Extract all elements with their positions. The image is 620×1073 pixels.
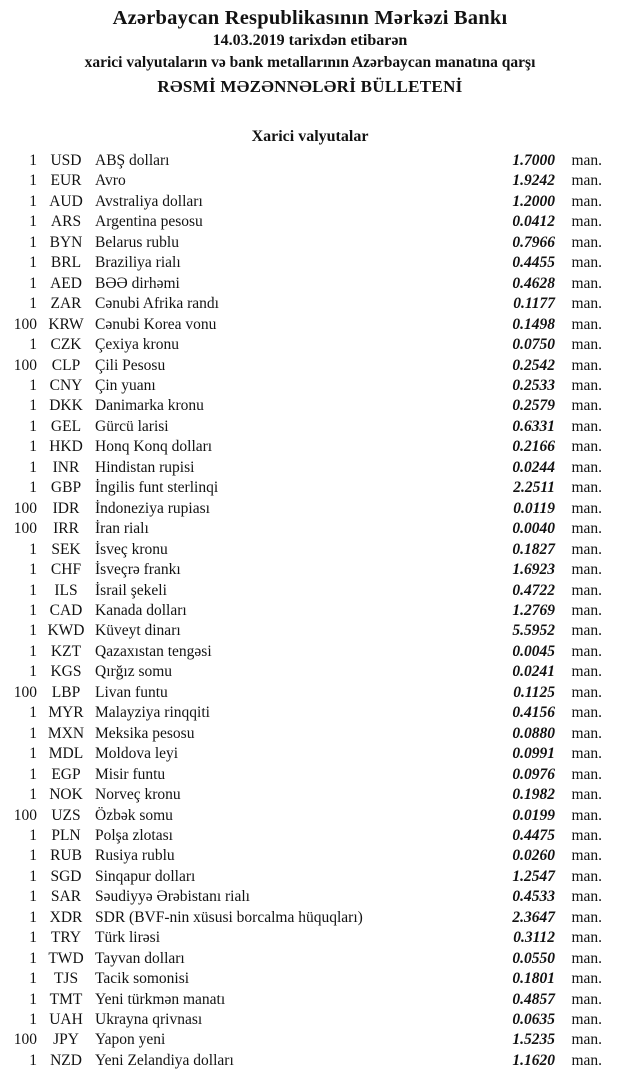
quantity: 1 bbox=[29, 417, 37, 435]
rate-row bbox=[0, 683, 620, 703]
unit-label: man. bbox=[571, 295, 602, 313]
rate-value: 1.2769 bbox=[512, 601, 555, 619]
quantity: 100 bbox=[13, 520, 37, 538]
rates-table bbox=[0, 151, 620, 1071]
quantity: 100 bbox=[13, 806, 37, 824]
rate-row bbox=[0, 928, 620, 948]
unit-label: man. bbox=[571, 642, 602, 660]
currency-code: ILS bbox=[54, 581, 78, 599]
unit-label: man. bbox=[571, 192, 602, 210]
currency-code: TWD bbox=[48, 949, 84, 967]
rate-value: 0.4857 bbox=[512, 990, 555, 1008]
rate-value: 0.0040 bbox=[512, 520, 555, 538]
currency-name: Türk lirəsi bbox=[95, 929, 160, 947]
currency-code: IDR bbox=[52, 499, 80, 517]
quantity: 1 bbox=[29, 438, 37, 456]
rate-row bbox=[0, 785, 620, 805]
rate-row bbox=[0, 417, 620, 437]
rate-value: 0.2166 bbox=[512, 438, 555, 456]
currency-code: INR bbox=[52, 458, 80, 476]
currency-name: Avstraliya dolları bbox=[95, 192, 203, 210]
quantity: 1 bbox=[29, 295, 37, 313]
rate-value: 2.2511 bbox=[513, 479, 555, 497]
rate-row bbox=[0, 642, 620, 662]
rate-value: 2.3647 bbox=[512, 908, 555, 926]
unit-label: man. bbox=[571, 601, 602, 619]
unit-label: man. bbox=[571, 152, 602, 169]
currency-name: Qırğız somu bbox=[95, 663, 173, 681]
rate-row bbox=[0, 171, 620, 191]
quantity: 1 bbox=[29, 949, 37, 967]
quantity: 1 bbox=[29, 274, 37, 292]
quantity: 1 bbox=[29, 601, 37, 619]
unit-label: man. bbox=[571, 1011, 602, 1029]
currency-name: Livan funtu bbox=[95, 683, 168, 701]
rate-row bbox=[0, 581, 620, 601]
quantity: 100 bbox=[13, 315, 37, 333]
rate-row bbox=[0, 662, 620, 682]
unit-label: man. bbox=[571, 806, 602, 824]
currency-code: NOK bbox=[49, 786, 83, 804]
rate-value: 0.1498 bbox=[512, 315, 555, 333]
rate-value: 0.0550 bbox=[512, 949, 555, 967]
currency-code: ZAR bbox=[50, 295, 82, 313]
rate-row bbox=[0, 540, 620, 560]
bulletin-subtitle: xarici valyutaların və bank metallarının Azərbaycan manatına qarşı bbox=[84, 54, 536, 71]
rate-value: 0.1827 bbox=[512, 540, 555, 558]
unit-label: man. bbox=[571, 888, 602, 906]
rate-value: 0.4628 bbox=[512, 274, 555, 292]
unit-label: man. bbox=[571, 683, 602, 701]
rate-row bbox=[0, 192, 620, 212]
currency-name: Misir funtu bbox=[95, 765, 166, 783]
currency-code: MDL bbox=[48, 745, 84, 763]
rate-value: 0.7966 bbox=[512, 233, 555, 251]
rate-value: 0.4475 bbox=[512, 826, 555, 844]
quantity: 1 bbox=[29, 745, 37, 763]
currency-name: Tacik somonisi bbox=[95, 970, 190, 988]
currency-code: SEK bbox=[51, 540, 81, 558]
currency-name: Malayziya rinqqiti bbox=[95, 704, 210, 722]
unit-label: man. bbox=[571, 233, 602, 251]
rate-row bbox=[0, 908, 620, 928]
currency-name: Avro bbox=[95, 172, 126, 190]
unit-label: man. bbox=[571, 540, 602, 558]
currency-code: GEL bbox=[50, 417, 82, 435]
quantity: 100 bbox=[13, 683, 37, 701]
currency-name: Kanada dolları bbox=[95, 601, 187, 619]
rate-row bbox=[0, 458, 620, 478]
rate-row bbox=[0, 744, 620, 764]
quantity: 1 bbox=[29, 724, 37, 742]
quantity: 1 bbox=[29, 990, 37, 1008]
quantity: 1 bbox=[29, 213, 37, 231]
rate-value: 0.4533 bbox=[512, 888, 555, 906]
rate-value: 0.6331 bbox=[512, 417, 555, 435]
currency-name: Polşa zlotası bbox=[95, 826, 173, 844]
quantity: 1 bbox=[29, 786, 37, 804]
section-title-foreign-currencies: Xarici valyutalar bbox=[251, 128, 369, 145]
currency-name: Tayvan dolları bbox=[95, 949, 185, 967]
currency-code: TRY bbox=[50, 929, 82, 947]
currency-code: CLP bbox=[51, 356, 81, 374]
currency-code: IRR bbox=[53, 520, 79, 538]
currency-code: XDR bbox=[49, 908, 83, 926]
rate-value: 0.2542 bbox=[512, 356, 555, 374]
unit-label: man. bbox=[571, 990, 602, 1008]
currency-name: Honq Konq dolları bbox=[95, 438, 213, 456]
unit-label: man. bbox=[571, 970, 602, 988]
quantity: 1 bbox=[29, 867, 37, 885]
currency-name: Rusiya rublu bbox=[95, 847, 175, 865]
currency-code: EUR bbox=[50, 172, 82, 190]
rate-row bbox=[0, 806, 620, 826]
currency-code: GBP bbox=[50, 479, 82, 497]
quantity: 100 bbox=[13, 356, 37, 374]
quantity: 1 bbox=[29, 888, 37, 906]
quantity: 1 bbox=[29, 581, 37, 599]
rate-row bbox=[0, 1030, 620, 1050]
quantity: 1 bbox=[29, 642, 37, 660]
rate-row bbox=[0, 519, 620, 539]
rate-row bbox=[0, 826, 620, 846]
currency-name: İsrail şekeli bbox=[95, 581, 167, 599]
rate-value: 0.1801 bbox=[512, 970, 555, 988]
quantity: 1 bbox=[29, 765, 37, 783]
quantity: 1 bbox=[29, 622, 37, 640]
rate-value: 0.0244 bbox=[512, 458, 555, 476]
unit-label: man. bbox=[571, 765, 602, 783]
currency-code: JPY bbox=[53, 1031, 79, 1049]
quantity: 1 bbox=[29, 561, 37, 579]
currency-name: İndoneziya rupiası bbox=[95, 499, 210, 517]
unit-label: man. bbox=[571, 499, 602, 517]
currency-code: TJS bbox=[53, 970, 79, 988]
rate-value: 0.1982 bbox=[512, 786, 555, 804]
currency-code: PLN bbox=[51, 826, 81, 844]
currency-name: SDR (BVF-nin xüsusi borcalma hüquqları) bbox=[95, 908, 363, 926]
rate-row bbox=[0, 621, 620, 641]
unit-label: man. bbox=[571, 561, 602, 579]
quantity: 1 bbox=[29, 1051, 37, 1069]
rate-value: 0.4455 bbox=[512, 254, 555, 272]
rate-row bbox=[0, 560, 620, 580]
unit-label: man. bbox=[571, 356, 602, 374]
currency-code: MYR bbox=[48, 704, 84, 722]
unit-label: man. bbox=[571, 479, 602, 497]
currency-code: BYN bbox=[49, 233, 83, 251]
rate-value: 1.7000 bbox=[512, 152, 555, 169]
rate-row bbox=[0, 315, 620, 335]
currency-name: İsveç kronu bbox=[95, 540, 168, 558]
currency-name: Sinqapur dolları bbox=[95, 867, 196, 885]
unit-label: man. bbox=[571, 622, 602, 640]
rate-row bbox=[0, 846, 620, 866]
rate-value: 0.2533 bbox=[512, 376, 555, 394]
quantity: 1 bbox=[29, 172, 37, 190]
rate-row bbox=[0, 151, 620, 171]
quantity: 1 bbox=[29, 397, 37, 415]
unit-label: man. bbox=[571, 847, 602, 865]
unit-label: man. bbox=[571, 704, 602, 722]
currency-code: UAH bbox=[49, 1011, 83, 1029]
currency-code: EGP bbox=[51, 765, 81, 783]
unit-label: man. bbox=[571, 949, 602, 967]
rate-value: 0.0119 bbox=[513, 499, 555, 517]
rate-value: 0.0241 bbox=[512, 663, 555, 681]
unit-label: man. bbox=[571, 417, 602, 435]
quantity: 1 bbox=[29, 458, 37, 476]
currency-code: RUB bbox=[50, 847, 82, 865]
rate-row bbox=[0, 253, 620, 273]
rate-row bbox=[0, 1051, 620, 1071]
quantity: 100 bbox=[13, 1031, 37, 1049]
bulletin-header bbox=[0, 0, 620, 100]
rate-value: 0.0412 bbox=[512, 213, 555, 231]
currency-name: Yapon yeni bbox=[95, 1031, 166, 1049]
unit-label: man. bbox=[571, 172, 602, 190]
quantity: 1 bbox=[29, 254, 37, 272]
quantity: 1 bbox=[29, 152, 37, 169]
rate-row bbox=[0, 765, 620, 785]
unit-label: man. bbox=[571, 867, 602, 885]
quantity: 1 bbox=[29, 540, 37, 558]
quantity: 1 bbox=[29, 1011, 37, 1029]
currency-code: SAR bbox=[50, 888, 82, 906]
currency-code: CAD bbox=[49, 601, 83, 619]
currency-name: Küveyt dinarı bbox=[95, 622, 181, 640]
currency-name: Çili Pesosu bbox=[95, 356, 166, 374]
rate-row bbox=[0, 212, 620, 232]
quantity: 1 bbox=[29, 336, 37, 354]
rate-row bbox=[0, 867, 620, 887]
currency-code: DKK bbox=[49, 397, 83, 415]
rate-row bbox=[0, 396, 620, 416]
rate-value: 0.2579 bbox=[512, 397, 555, 415]
rate-value: 0.0199 bbox=[512, 806, 555, 824]
quantity: 1 bbox=[29, 970, 37, 988]
currency-name: İngilis funt sterlinqi bbox=[95, 479, 219, 497]
currency-name: Yeni türkmən manatı bbox=[95, 990, 226, 1008]
currency-name: Gürcü larisi bbox=[95, 417, 169, 435]
rate-value: 0.1177 bbox=[513, 295, 555, 313]
unit-label: man. bbox=[571, 458, 602, 476]
rate-value: 0.1125 bbox=[513, 683, 555, 701]
rate-row bbox=[0, 294, 620, 314]
currency-name: Çexiya kronu bbox=[95, 336, 179, 354]
rate-value: 1.1620 bbox=[512, 1051, 555, 1069]
rate-value: 0.4722 bbox=[512, 581, 555, 599]
rate-row bbox=[0, 233, 620, 253]
currency-code: NZD bbox=[50, 1051, 82, 1069]
currency-name: Yeni Zelandiya dolları bbox=[95, 1051, 234, 1069]
currency-code: AED bbox=[50, 274, 82, 292]
rate-value: 1.6923 bbox=[512, 561, 555, 579]
rate-value: 0.0635 bbox=[512, 1011, 555, 1029]
unit-label: man. bbox=[571, 1051, 602, 1069]
rate-row bbox=[0, 478, 620, 498]
rate-row bbox=[0, 601, 620, 621]
currency-name: ABŞ dolları bbox=[95, 152, 170, 169]
unit-label: man. bbox=[571, 1031, 602, 1049]
currency-name: Meksika pesosu bbox=[95, 724, 195, 742]
rate-row bbox=[0, 949, 620, 969]
currency-code: KRW bbox=[48, 315, 84, 333]
currency-code: USD bbox=[50, 152, 82, 169]
currency-code: HKD bbox=[49, 438, 83, 456]
bulletin-title: RƏSMİ MƏZƏNNƏLƏRİ BÜLLETENİ bbox=[157, 77, 463, 96]
unit-label: man. bbox=[571, 520, 602, 538]
rate-row bbox=[0, 887, 620, 907]
currency-name: Cənubi Afrika randı bbox=[95, 295, 219, 313]
rate-value: 0.0750 bbox=[512, 336, 555, 354]
quantity: 100 bbox=[13, 499, 37, 517]
unit-label: man. bbox=[571, 254, 602, 272]
currency-name: Belarus rublu bbox=[95, 233, 179, 251]
unit-label: man. bbox=[571, 929, 602, 947]
currency-name: Səudiyyə Ərəbistanı rialı bbox=[95, 888, 250, 906]
rate-row bbox=[0, 990, 620, 1010]
currency-name: Cənubi Korea vonu bbox=[95, 315, 217, 333]
quantity: 1 bbox=[29, 192, 37, 210]
rate-row bbox=[0, 499, 620, 519]
rate-value: 1.9242 bbox=[512, 172, 555, 190]
rate-row bbox=[0, 969, 620, 989]
quantity: 1 bbox=[29, 847, 37, 865]
currency-code: LBP bbox=[51, 683, 81, 701]
currency-code: TMT bbox=[49, 990, 83, 1008]
currency-code: CZK bbox=[50, 336, 82, 354]
unit-label: man. bbox=[571, 315, 602, 333]
rate-value: 0.0045 bbox=[512, 642, 555, 660]
currency-name: BƏƏ dirhəmi bbox=[95, 274, 180, 292]
quantity: 1 bbox=[29, 663, 37, 681]
currency-code: MXN bbox=[47, 724, 85, 742]
quantity: 1 bbox=[29, 704, 37, 722]
rate-value: 0.0260 bbox=[512, 847, 555, 865]
rate-value: 0.4156 bbox=[512, 704, 555, 722]
currency-name: Braziliya rialı bbox=[95, 254, 181, 272]
rate-value: 1.2547 bbox=[512, 867, 555, 885]
currency-code: KGS bbox=[50, 663, 82, 681]
currency-name: Çin yuanı bbox=[95, 376, 156, 394]
rate-row bbox=[0, 274, 620, 294]
quantity: 1 bbox=[29, 826, 37, 844]
unit-label: man. bbox=[571, 745, 602, 763]
unit-label: man. bbox=[571, 663, 602, 681]
rate-row bbox=[0, 376, 620, 396]
currency-name: İran rialı bbox=[95, 520, 149, 538]
unit-label: man. bbox=[571, 438, 602, 456]
quantity: 1 bbox=[29, 929, 37, 947]
effective-date-line: 14.03.2019 tarixdən etibarən bbox=[212, 32, 408, 49]
rate-row bbox=[0, 724, 620, 744]
bank-title: Azərbaycan Respublikasının Mərkəzi Bankı bbox=[112, 7, 508, 29]
rate-value: 5.5952 bbox=[512, 622, 555, 640]
currency-code: ARS bbox=[50, 213, 82, 231]
rate-value: 1.5235 bbox=[512, 1031, 555, 1049]
rate-row bbox=[0, 703, 620, 723]
unit-label: man. bbox=[571, 581, 602, 599]
quantity: 1 bbox=[29, 376, 37, 394]
unit-label: man. bbox=[571, 826, 602, 844]
unit-label: man. bbox=[571, 213, 602, 231]
unit-label: man. bbox=[571, 786, 602, 804]
currency-name: Moldova leyi bbox=[95, 745, 179, 763]
currency-name: İsveçrə frankı bbox=[95, 561, 181, 579]
rate-row bbox=[0, 356, 620, 376]
rate-row bbox=[0, 335, 620, 355]
currency-code: CNY bbox=[49, 376, 83, 394]
currency-name: Ukrayna qrivnası bbox=[95, 1011, 203, 1029]
rate-value: 0.0880 bbox=[512, 724, 555, 742]
currency-name: Argentina pesosu bbox=[95, 213, 203, 231]
currency-code: BRL bbox=[50, 254, 82, 272]
currency-name: Özbək somu bbox=[95, 806, 173, 824]
unit-label: man. bbox=[571, 376, 602, 394]
currency-code: AUD bbox=[49, 192, 83, 210]
rate-row bbox=[0, 437, 620, 457]
rate-value: 0.3112 bbox=[513, 929, 555, 947]
currency-code: SGD bbox=[50, 867, 82, 885]
quantity: 1 bbox=[29, 908, 37, 926]
unit-label: man. bbox=[571, 274, 602, 292]
rate-value: 1.2000 bbox=[512, 192, 555, 210]
quantity: 1 bbox=[29, 233, 37, 251]
currency-name: Norveç kronu bbox=[95, 786, 181, 804]
unit-label: man. bbox=[571, 724, 602, 742]
currency-code: KZT bbox=[50, 642, 82, 660]
unit-label: man. bbox=[571, 336, 602, 354]
rate-value: 0.0991 bbox=[512, 745, 555, 763]
rate-value: 0.0976 bbox=[512, 765, 555, 783]
currency-name: Hindistan rupisi bbox=[95, 458, 195, 476]
unit-label: man. bbox=[571, 397, 602, 415]
currency-code: UZS bbox=[51, 806, 81, 824]
currency-code: CHF bbox=[50, 561, 82, 579]
currency-name: Danimarka kronu bbox=[95, 397, 204, 415]
currency-code: KWD bbox=[47, 622, 85, 640]
rate-row bbox=[0, 1010, 620, 1030]
currency-name: Qazaxıstan tengəsi bbox=[95, 642, 212, 660]
quantity: 1 bbox=[29, 479, 37, 497]
unit-label: man. bbox=[571, 908, 602, 926]
